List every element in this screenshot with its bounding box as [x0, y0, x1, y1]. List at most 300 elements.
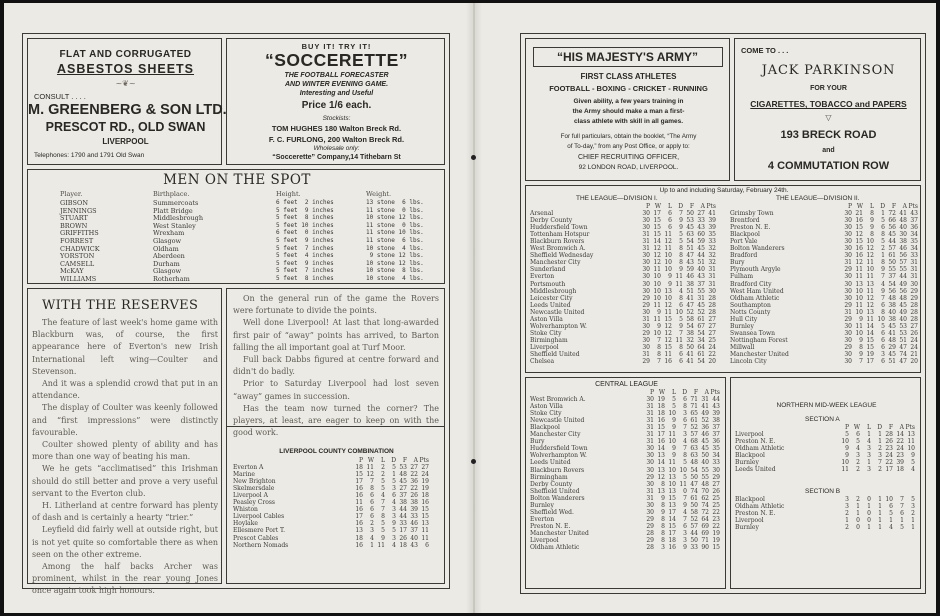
county-combination-panel	[226, 426, 445, 584]
header-f: F	[693, 389, 698, 396]
stat-cell: 28	[708, 308, 716, 316]
stat-cell: 45	[888, 350, 896, 358]
stat-cell: 41	[888, 329, 896, 337]
stat-cell: 11	[866, 273, 874, 281]
table-row	[233, 506, 429, 513]
team-name: Southampton	[730, 301, 771, 309]
header-a: A	[902, 203, 907, 210]
programme-spread	[4, 3, 936, 613]
stat-cell: 5	[392, 478, 396, 486]
table-row	[530, 358, 716, 365]
stat-cell: 2	[370, 520, 374, 528]
table-row	[730, 358, 918, 365]
team-name: Bolton Wanderers	[530, 494, 585, 502]
stat-cell: 1	[881, 252, 885, 260]
table-row	[735, 466, 915, 473]
stat-cell: 9	[672, 445, 676, 453]
stat-cell: 41	[708, 210, 716, 218]
stat-cell: 9	[683, 544, 687, 552]
stat-cell: 5	[392, 464, 396, 472]
stat-cell: 26	[410, 492, 418, 500]
army-ad-title: “HIS MAJESTY'S ARMY”	[556, 50, 699, 64]
stat-cell: 33	[690, 544, 698, 552]
stat-cell: 43	[697, 224, 705, 232]
team-name: Swansea Town	[730, 329, 775, 337]
stat-cell: 60	[697, 231, 705, 239]
stat-cell: 5	[881, 238, 885, 246]
team-name: Wolverhampton W.	[530, 452, 587, 460]
table-row	[530, 488, 720, 495]
stat-cell: 67	[697, 322, 705, 330]
table-row	[530, 288, 716, 295]
stat-cell: 1	[867, 524, 871, 532]
stat-cell: 3	[867, 452, 871, 460]
stat-cell: 29	[910, 294, 918, 302]
player-name: YORSTON	[60, 252, 95, 261]
stat-cell: 10	[877, 315, 885, 323]
team-name: Middlesbrough	[530, 287, 577, 295]
table-row	[730, 302, 918, 309]
stat-cell: 58	[690, 508, 698, 516]
table-row	[530, 410, 720, 417]
stat-cell: 9	[679, 266, 683, 274]
header-d: D	[391, 457, 396, 464]
stat-cell: 13	[907, 431, 915, 439]
stat-cell: 3	[661, 544, 665, 552]
asbestos-ad-telephones: Telephones: 1790 and 1791 Old Swan	[34, 152, 145, 159]
player-birthplace: Glasgow	[153, 236, 182, 245]
team-name: Stoke City	[530, 329, 562, 337]
stat-cell: 9	[859, 315, 863, 323]
stat-cell: 0	[856, 517, 860, 525]
player-name: McKAY	[60, 267, 84, 276]
stat-cell: 30	[844, 294, 852, 302]
header-p: P	[358, 457, 363, 464]
table-row	[530, 309, 716, 316]
table-row	[530, 351, 716, 358]
army-ad-line8: CHIEF RECRUITING OFFICER,	[577, 154, 680, 161]
army-ad	[525, 38, 730, 181]
table-row	[530, 530, 720, 537]
reserves-col2-text	[233, 293, 439, 439]
team-name: Everton	[530, 273, 555, 281]
stat-cell: 24	[421, 471, 429, 479]
stat-cell: 51	[697, 259, 705, 267]
table-row	[530, 516, 720, 523]
stat-cell: 8	[683, 452, 687, 460]
team-name: Bradford	[730, 252, 758, 260]
stat-cell: 31	[844, 259, 852, 267]
player-name: CHADWICK	[60, 244, 100, 253]
stat-cell: 10	[664, 259, 672, 267]
stat-cell: 69	[701, 529, 709, 537]
stat-cell: 16	[355, 492, 363, 500]
stat-cell: 4	[679, 287, 683, 295]
stat-cell: 0	[867, 496, 871, 503]
stat-cell: 41	[701, 403, 709, 411]
stat-cell: 4	[867, 438, 871, 446]
table-row	[530, 323, 716, 330]
stat-cell: 17	[668, 508, 676, 516]
ornament-triangle-icon: ▽	[825, 113, 832, 122]
team-name: Preston N. E.	[735, 438, 776, 446]
stat-cell: 1	[878, 496, 882, 503]
stat-cell: 13	[657, 487, 665, 495]
stat-cell: 17	[866, 358, 874, 366]
stat-cell: 13	[668, 501, 676, 509]
team-name: Preston N. E.	[530, 522, 571, 530]
table-header-row	[530, 203, 716, 210]
stat-cell: 55	[701, 466, 709, 474]
player-name: STUART	[60, 214, 88, 223]
stat-cell: 59	[697, 238, 705, 246]
army-ad-line4: the Army should make a man a first-	[572, 108, 685, 115]
stat-cell: 29	[642, 294, 650, 302]
stat-cell: 5	[679, 238, 683, 246]
stat-cell: 23	[712, 515, 720, 523]
stat-cell: 30	[910, 280, 918, 288]
stat-cell: 9	[859, 336, 863, 344]
stat-cell: 27	[708, 322, 716, 330]
stat-cell: 16	[657, 417, 665, 425]
stat-cell: 6	[683, 396, 687, 404]
header-pts: Pts	[706, 203, 716, 210]
stat-cell: 24	[896, 445, 904, 453]
stat-cell: 9	[911, 452, 915, 460]
header-l: L	[870, 203, 874, 210]
stat-cell: 18	[355, 534, 363, 542]
stat-cell: 61	[697, 315, 705, 323]
stat-cell: 8	[370, 485, 374, 493]
team-name: Blackpool	[735, 452, 765, 460]
stat-cell: 7	[900, 496, 904, 503]
table-row	[735, 524, 915, 531]
stat-cell: 50	[701, 452, 709, 460]
reserves-paragraph: Full back Dabbs figured at centre forward and didn't do badly.	[233, 355, 439, 377]
header-w: W	[654, 203, 661, 210]
team-name: Everton A	[233, 464, 264, 472]
stat-cell: 39	[410, 506, 418, 514]
team-name: Tottenham Hotspur	[530, 231, 590, 239]
stat-cell: 10	[668, 480, 676, 488]
stat-cell: 29	[646, 522, 654, 530]
header-team-blank	[735, 424, 838, 431]
stat-cell: 10	[664, 252, 672, 260]
stat-cell: 15	[712, 544, 720, 552]
stat-cell: 14	[866, 322, 874, 330]
stat-cell: 4	[911, 466, 915, 474]
stat-cell: 12	[653, 259, 661, 267]
stat-cell: 10	[855, 294, 863, 302]
stat-cell: 12	[855, 231, 863, 239]
table-row	[730, 266, 918, 273]
header-a: A	[899, 424, 904, 431]
team-name: Blackburn Rovers	[530, 466, 585, 474]
stat-cell: 48	[690, 459, 698, 467]
stat-cell: 2	[845, 524, 849, 532]
stat-cell: 10	[653, 294, 661, 302]
stat-cell: 9	[679, 224, 683, 232]
stat-cell: 38	[899, 238, 907, 246]
stat-cell: 11	[668, 459, 676, 467]
stat-cell: 9	[657, 308, 661, 316]
stat-cell: 15	[866, 336, 874, 344]
div1-table	[530, 203, 716, 365]
stat-cell: 34	[712, 452, 720, 460]
stat-cell: 8	[679, 245, 683, 253]
stat-cell: 57	[690, 431, 698, 439]
stat-cell: 28	[708, 294, 716, 302]
reserves-paragraph: And it was a splendid crowd that put in an attendance.	[32, 379, 218, 401]
stat-cell: 2	[911, 510, 915, 518]
player-name: GRIFFITHS	[60, 229, 99, 238]
stat-cell: 10	[653, 329, 661, 337]
table-row	[530, 431, 720, 438]
team-name: Brentford	[730, 217, 760, 225]
stat-cell: 6	[668, 210, 672, 218]
player-weight: 10 stone 12 lbs.	[366, 214, 424, 222]
stat-cell: 16	[855, 217, 863, 225]
player-weight: 10 stone 12 lbs.	[366, 259, 424, 267]
stat-cell: 1	[900, 517, 904, 525]
stat-cell: 31	[642, 238, 650, 246]
stat-cell: 62	[701, 494, 709, 502]
stat-cell: 46	[686, 273, 694, 281]
stat-cell: 3	[370, 527, 374, 535]
team-name: Hull City	[730, 315, 758, 323]
team-name: Oldham Athletic	[530, 544, 580, 552]
player-height: 5 feet 9 inches	[276, 236, 334, 244]
stat-cell: 9	[870, 217, 874, 225]
header-team-blank	[730, 203, 841, 210]
stat-cell: 27	[712, 480, 720, 488]
player-height: 5 feet 7 inches	[276, 267, 334, 275]
table-row	[530, 537, 720, 544]
team-name: Marine	[233, 471, 255, 479]
header-l: L	[867, 424, 871, 431]
stat-cell: 31	[646, 410, 654, 418]
stat-cell: 11	[855, 266, 863, 274]
player-row	[48, 207, 428, 215]
stat-cell: 10	[855, 308, 863, 316]
stat-cell: 29	[712, 473, 720, 481]
table-row	[735, 503, 915, 510]
stat-cell: 6	[900, 510, 904, 518]
team-name: Derby County	[530, 480, 573, 488]
player-birthplace: West Stanley	[153, 221, 196, 230]
stat-cell: 30	[844, 280, 852, 288]
stat-cell: 12	[664, 322, 672, 330]
stat-cell: 28	[910, 301, 918, 309]
asbestos-ad-line1: FLAT AND CORRUGATED	[59, 49, 192, 60]
stat-cell: 0	[867, 510, 871, 518]
stat-cell: 11	[664, 308, 672, 316]
team-name: Liverpool	[530, 536, 559, 544]
stat-cell: 48	[701, 480, 709, 488]
stat-cell: 55	[899, 266, 907, 274]
stat-cell: 49	[899, 280, 907, 288]
parkinson-addr2: 4 COMMUTATION ROW	[767, 160, 890, 172]
table-row	[735, 517, 915, 524]
table-row	[530, 474, 720, 481]
stat-cell: 4	[683, 438, 687, 446]
stat-cell: 12	[653, 245, 661, 253]
stat-cell: 11	[855, 322, 863, 330]
table-row	[530, 509, 720, 516]
stat-cell: 5	[381, 485, 385, 493]
stat-cell: 10	[866, 238, 874, 246]
stat-cell: 52	[701, 417, 709, 425]
stat-cell: 43	[910, 210, 918, 218]
stat-cell: 24	[910, 336, 918, 344]
stat-cell: 1	[392, 471, 396, 479]
army-ad-line2: FOOTBALL - BOXING - CRICKET - RUNNING	[549, 84, 708, 93]
stat-cell: 50	[686, 210, 694, 218]
stat-cell: 7	[900, 503, 904, 511]
stat-cell: 39	[712, 410, 720, 418]
table-row	[735, 496, 915, 503]
stat-cell: 14	[657, 445, 665, 453]
team-name: Aston Villa	[530, 315, 563, 323]
team-name: West Ham United	[730, 287, 784, 295]
stat-cell: 38	[712, 417, 720, 425]
stat-cell: 38	[410, 499, 418, 507]
stat-cell: 11	[675, 273, 683, 281]
stat-cell: 6	[370, 513, 374, 521]
stat-cell: 63	[686, 231, 694, 239]
stat-cell: 29	[844, 315, 852, 323]
header-team-blank	[530, 203, 639, 210]
stat-cell: 57	[888, 245, 896, 253]
team-name: Blackpool	[530, 424, 560, 432]
stat-cell: 12	[855, 259, 863, 267]
stat-cell: 39	[896, 459, 904, 467]
stat-cell: 30	[646, 508, 654, 516]
stat-cell: 64	[701, 515, 709, 523]
team-name: Huddersfield Town	[530, 224, 588, 232]
stat-cell: 45	[888, 322, 896, 330]
stat-cell: 8	[683, 403, 687, 411]
stat-cell: 7	[683, 494, 687, 502]
stat-cell: 15	[355, 471, 363, 479]
stat-cell: 5	[856, 438, 860, 446]
stat-cell: 44	[690, 529, 698, 537]
stat-cell: 13	[355, 527, 363, 535]
stat-cell: 1	[889, 517, 893, 525]
stat-cell: 18	[657, 410, 665, 418]
parkinson-and: and	[822, 147, 835, 154]
team-name: Oldham Athletic	[735, 503, 785, 511]
stat-cell: 54	[697, 329, 705, 337]
div1-title: THE LEAGUE—DIVISION I.	[576, 195, 658, 202]
stat-cell: 71	[701, 536, 709, 544]
player-weight: 11 stone 6 lbs.	[366, 236, 424, 244]
stat-cell: 30	[642, 252, 650, 260]
soccerette-desc3: Interesting and Useful	[299, 90, 374, 97]
header-pts: Pts	[905, 424, 915, 431]
team-name: Birmingham	[530, 473, 568, 481]
stat-cell: 10	[668, 438, 676, 446]
stat-cell: 30	[844, 358, 852, 366]
stat-cell: 10	[855, 287, 863, 295]
header-d: D	[682, 389, 687, 396]
stat-cell: 0	[867, 517, 871, 525]
stat-cell: 37	[697, 280, 705, 288]
team-name: Sheffield Wed.	[530, 508, 574, 516]
table-row	[530, 544, 720, 551]
stat-cell: 47	[899, 358, 907, 366]
table-row	[730, 309, 918, 316]
parkinson-addr1: 193 BRECK ROAD	[780, 129, 877, 141]
stat-cell: 12	[664, 329, 672, 337]
reserves-paragraph: Leyfield did fairly well at outside right, but is not yet quite so comfortable there as when seen on the other extreme.	[32, 525, 218, 559]
stat-cell: 11	[377, 541, 385, 549]
stat-cell: 51	[888, 358, 896, 366]
stat-cell: 7	[381, 506, 385, 514]
table-row	[730, 351, 918, 358]
stat-cell: 11	[355, 499, 363, 507]
stat-cell: 28	[708, 301, 716, 309]
stat-cell: 11	[664, 350, 672, 358]
player-birthplace: Rotherham	[153, 274, 190, 283]
header-l: L	[672, 389, 676, 396]
stat-cell: 8	[870, 210, 874, 218]
central-league-panel	[525, 377, 726, 589]
stat-cell: 74	[701, 501, 709, 509]
stat-cell: 3	[881, 350, 885, 358]
stat-cell: 50	[888, 259, 896, 267]
div2-title: THE LEAGUE—DIVISION II.	[776, 195, 860, 202]
stat-cell: 13	[668, 473, 676, 481]
stat-cell: 10	[675, 308, 683, 316]
stat-cell: 10	[841, 438, 849, 446]
army-ad-line1: FIRST CLASS ATHLETES	[580, 72, 677, 81]
men-on-spot-panel	[27, 169, 445, 284]
stat-cell: 55	[888, 266, 896, 274]
stat-cell: 30	[899, 231, 907, 239]
player-weight: 11 stone 0 lbs.	[366, 206, 424, 214]
table-row	[530, 252, 716, 259]
table-row	[730, 281, 918, 288]
stat-cell: 22	[712, 522, 720, 530]
stat-cell: 3	[856, 452, 860, 460]
army-ad-line6: For full particulars, obtain the booklet, “The Army	[560, 133, 697, 140]
player-row	[48, 237, 428, 245]
header-f: F	[689, 203, 694, 210]
team-name: Bradford City	[730, 280, 772, 288]
stat-cell: 63	[690, 445, 698, 453]
stat-cell: 10	[907, 445, 915, 453]
stat-cell: 6	[881, 329, 885, 337]
stat-cell: 66	[888, 217, 896, 225]
stat-cell: 68	[690, 438, 698, 446]
stat-cell: 11	[664, 245, 672, 253]
team-name: Whiston	[233, 506, 258, 514]
stat-cell: 14	[657, 459, 665, 467]
parkinson-come: COME TO . . .	[741, 46, 789, 55]
stat-cell: 36	[910, 224, 918, 232]
stat-cell: 7	[859, 358, 863, 366]
team-name: Manchester City	[530, 431, 581, 439]
soccerette-stockists-label: Stockists:	[322, 115, 351, 122]
table-row	[530, 238, 716, 245]
stat-cell: 15	[866, 343, 874, 351]
stat-cell: 4	[881, 280, 885, 288]
team-name: Liverpool A	[233, 492, 268, 500]
header-p: P	[649, 389, 654, 396]
stat-cell: 2	[856, 459, 860, 467]
stat-cell: 5	[381, 520, 385, 528]
